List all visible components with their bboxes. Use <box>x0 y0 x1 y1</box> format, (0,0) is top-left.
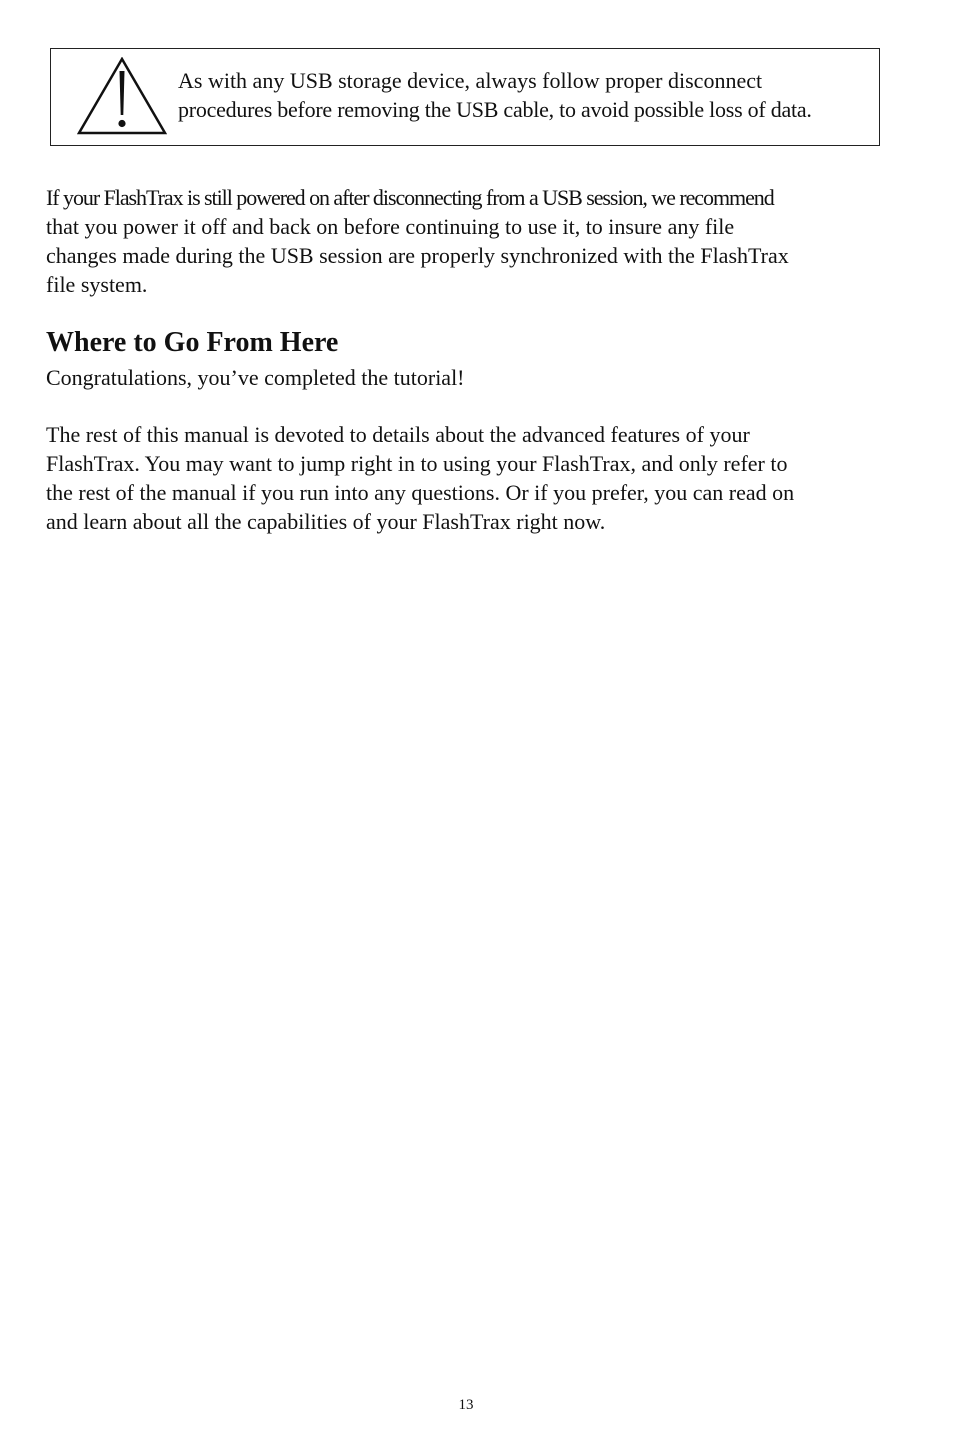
warning-callout <box>50 48 880 146</box>
paragraph-line: Congratulations, you’ve completed the tutorial! <box>46 365 465 390</box>
sync-paragraph <box>46 183 896 299</box>
congrats-paragraph <box>46 363 896 392</box>
paragraph-line: file system. <box>46 272 148 297</box>
warning-text <box>178 66 878 124</box>
paragraph-line: If your FlashTrax is still powered on after disconnecting from a USB session, we recommend <box>46 185 774 210</box>
exclamation-triangle-icon <box>77 57 167 135</box>
paragraph-line: the rest of the manual if you run into any questions. Or if you prefer, you can read on <box>46 480 795 505</box>
paragraph-line: The rest of this manual is devoted to details about the advanced features of your <box>46 422 750 447</box>
rest-of-manual-paragraph <box>46 420 896 536</box>
page-number: 13 <box>458 1397 474 1413</box>
warning-line: procedures before removing the USB cable, to avoid possible loss of data. <box>178 97 812 122</box>
paragraph-line: changes made during the USB session are properly synchronized with the FlashTrax <box>46 243 789 268</box>
section-heading: Where to Go From Here <box>46 327 339 358</box>
warning-line: As with any USB storage device, always follow proper disconnect <box>178 68 763 93</box>
paragraph-line: and learn about all the capabilities of your FlashTrax right now. <box>46 509 606 534</box>
paragraph-line: FlashTrax. You may want to jump right in to using your FlashTrax, and only refer to <box>46 451 788 476</box>
paragraph-line: that you power it off and back on before continuing to use it, to insure any file <box>46 214 735 239</box>
